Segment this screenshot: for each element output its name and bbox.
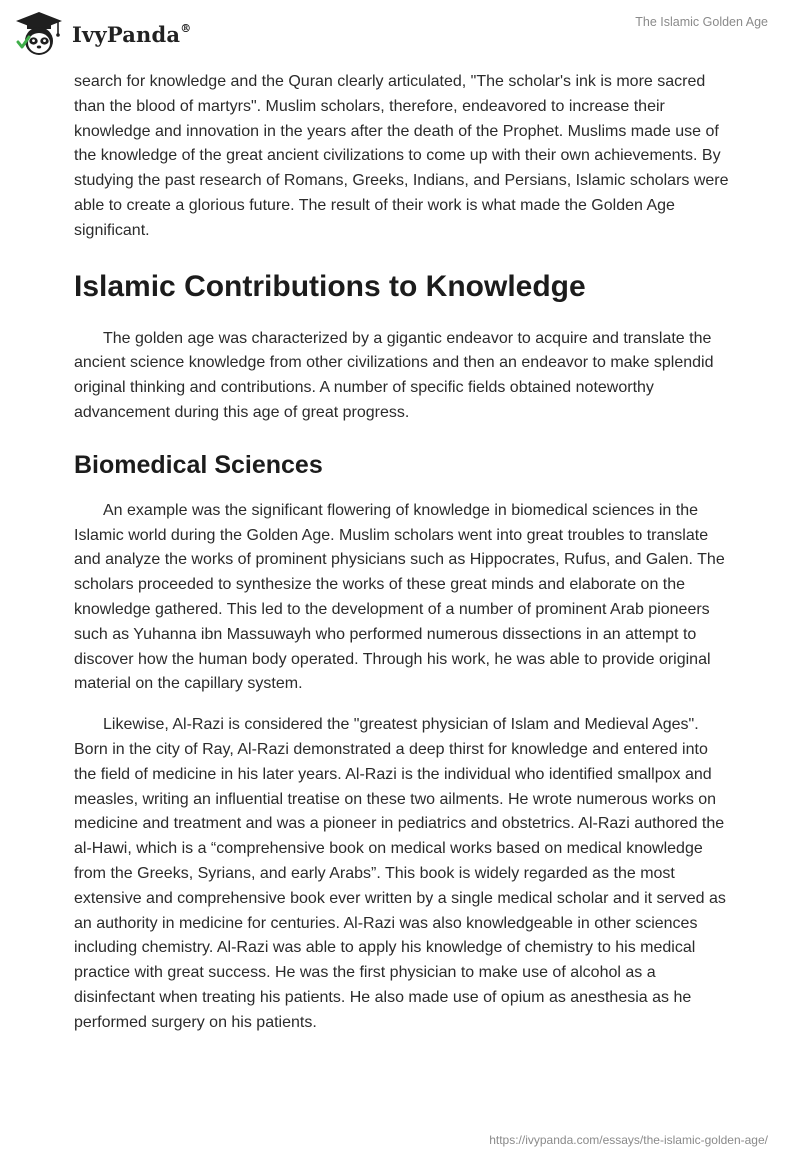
intro-paragraph: search for knowledge and the Quran clearly articulated, "The scholar's ink is more sacred than the blood of martyrs". Muslim scholars, therefore, endeavored to increase their knowledge and innovation in the years after the death of the Prophet. Muslims made use of the knowledge of the great ancient civilizations to come up with their own achievements. By studying the past research of Romans, Greeks, Indians, and Persians, Islamic scholars were able to create a glorious future. The result of their work is what made the Golden Age significant. <box>74 73 729 239</box>
panda-graduate-icon <box>14 10 64 56</box>
section-heading: Islamic Contributions to Knowledge <box>74 269 586 303</box>
brand-name: IvyPanda® <box>72 21 192 47</box>
biomedical-paragraph-1: An example was the significant flowering of knowledge in biomedical sciences in the Islamic world during the Golden Age. Muslim scholars went into great troubles to translate and analyze the works of prominent physicians such as Hippocrates, Rufus, and Galen. The scholars proceeded to synthesize the works of these great minds and elaborate on the knowledge gathered. This led to the development of a number of prominent Arab pioneers such as Yuhanna ibn Massuwayh who performed numerous dissections in an attempt to discover how the human body operated. Through his work, he was able to provide original material on the capillary system. <box>74 501 725 693</box>
page-header <box>0 0 800 66</box>
source-url[interactable]: https://ivypanda.com/essays/the-islamic-golden-age/ <box>489 1133 768 1147</box>
document-title: The Islamic Golden Age <box>635 15 768 29</box>
section-paragraph: The golden age was characterized by a gigantic endeavor to acquire and translate the ancient science knowledge from other civilizations and then an endeavor to make splendid original thinking and contributions. A number of specific fields obtained noteworthy advancement during this age of great progress. <box>74 329 714 421</box>
essay-content <box>74 70 734 1052</box>
ivypanda-logo[interactable] <box>14 10 191 56</box>
subsection-heading: Biomedical Sciences <box>74 450 323 479</box>
biomedical-paragraph-2: Likewise, Al-Razi is considered the "greatest physician of Islam and Medieval Ages". Born in the city of Ray, Al-Razi demonstrated a deep thirst for knowledge and entered into the field of medicine in his later years. Al-Razi is the individual who identified smallpox and measles, writing an influential treatise on these two ailments. He wrote numerous works on medicine and treatment and was a pioneer in pediatrics and obstetrics. Al-Razi authored the al-Hawi, which is a “comprehensive book on medical works based on medical knowledge from the Greeks, Syrians, and early Arabs”. This book is widely regarded as the most extensive and comprehensive book ever written by a single medical scholar and it served as an authority in medicine for centuries. Al-Razi was also knowledgeable in other sciences including chemistry. Al-Razi was able to apply his knowledge of chemistry to his medical practice with great success. He was the first physician to make use of alcohol as a disinfectant when treating his patients. He also made use of opium as anesthesia as he performed surgery on his patients. <box>74 716 726 1031</box>
